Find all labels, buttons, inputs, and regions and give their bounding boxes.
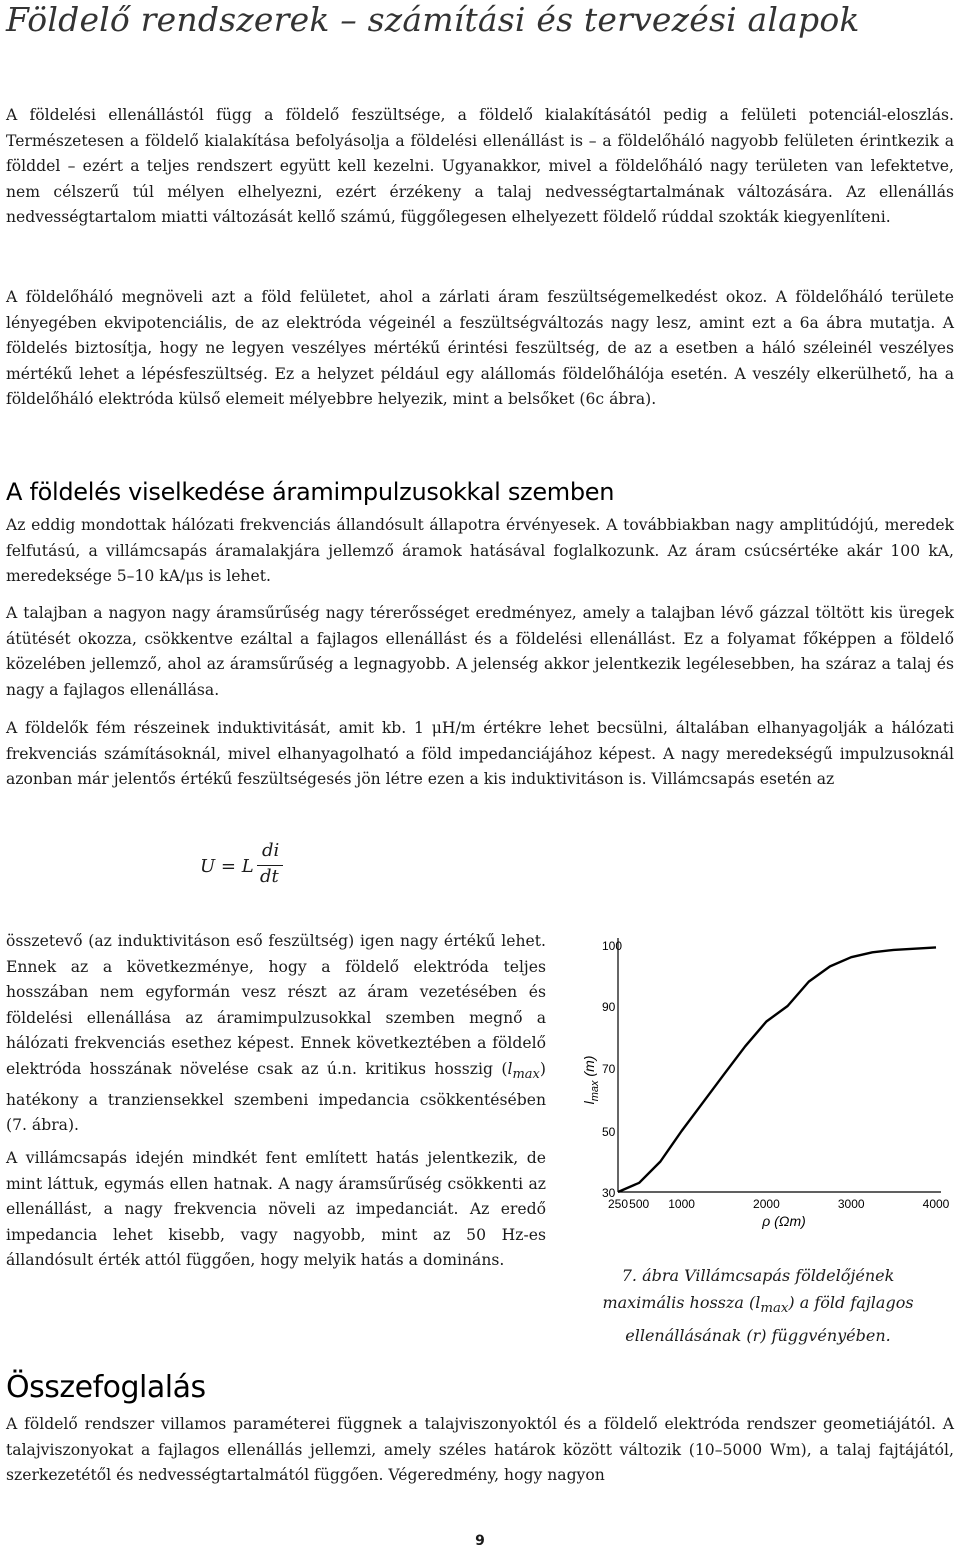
- paragraph-grounding-mesh: A földelőháló megnöveli azt a föld felületet, ahol a zárlati áram feszültségemelkedést okoz. A földelőháló területe lényegében ekvipotenciális, de az elektróda végeinél a feszültségváltozás nagy lesz, amint ezt a 6a ábra mutatja. A földelés biztosítja, hogy ne legyen veszélyes mértékű érintési feszültség, de az a esetben a háló széleinél veszélyes mértékű lehet a lépésfeszültség. Ez a helyzet például egy alállomás földelőhálója esetén. A veszély elkerülhető, ha a földelőháló elektróda külső elemeit mélyebbre helyezik, mint a belsőket (6c ábra).: [6, 288, 954, 409]
- y-tick-label: 70: [602, 1062, 616, 1076]
- paragraph-inductance: A földelők fém részeinek induktivitását, amit kb. 1 μH/m értékre lehet becsülni, általában elhanyagolják a hálózati frekvenciás számításoknál, mivel elhanyagolható a föld impedanciájához képest. A nagy meredekségű impulzusoknál azonban már jelentős értékű feszültségesés jön létre ezen a kis induktivitáson is. Villámcsapás esetén az: [6, 719, 954, 789]
- caption-text-b: ) a föld fajlagos ellenállásának (r) függvényében.: [625, 1293, 914, 1346]
- paragraph-intro: A földelési ellenállástól függ a földelő feszültsége, a földelő kialakításától pedig a felületi potenciál-eloszlás. Természetesen a földelő kialakítása befolyásolja a földelési ellenállást is – a földelőháló nagyobb felületen érintkezik a földdel – ezért a teljes rendszert együtt kell kezelni. Ugyanakkor, mivel a földelőháló nagy területen van lefektetve, nem célszerű túl mélyen elhelyezni, ezért érzékeny a talaj nedvességtartalmának változására. Az ellenállás nedvességtartalom miatti változását kellő számú, függőlegesen elhelyezett földelő rúddal szokták kiegyenlíteni.: [6, 106, 954, 227]
- y-axis-label-unit: (m): [581, 1055, 597, 1081]
- chart-series-line: [618, 947, 936, 1192]
- caption-subscript: max: [760, 1301, 789, 1317]
- y-tick-label: 50: [602, 1125, 616, 1139]
- lmax-chart-svg: [566, 930, 956, 1250]
- y-tick-label: 100: [602, 939, 623, 953]
- page-title: Földelő rendszerek – számítási és tervezési alapok: [6, 0, 860, 39]
- paragraph-combined-effects: A villámcsapás idején mindkét fent említett hatás jelentkezik, de mint láttuk, egymás ellen hatnak. A nagy áramsűrűség csökkenti az ellenállást, a nagy frekvencia növeli az impedanciát. Az eredő impedancia lehet kisebb, vagy nagyobb, mint az 50 Hz-es állandósult érték attól függően, hogy melyik hatás a domináns.: [6, 1149, 546, 1270]
- y-tick-label: 90: [602, 1000, 616, 1014]
- paragraph-critical-length: [6, 929, 546, 1139]
- chart-x-axis-label: ρ (Ωm): [762, 1213, 806, 1229]
- y-tick-label: 30: [602, 1186, 616, 1200]
- formula-denominator: dt: [260, 866, 279, 887]
- lmax-chart: [566, 930, 956, 1250]
- chart-y-axis-label: [581, 1056, 601, 1105]
- page-number: 9: [475, 1533, 485, 1549]
- x-tick-label: 250: [607, 1197, 629, 1211]
- x-tick-label: 4000: [922, 1197, 950, 1211]
- formula-lhs: U = L: [200, 856, 254, 877]
- critical-length-text-a: összetevő (az induktivitáson eső feszültség) igen nagy értékű lehet. Ennek az a következménye, hogy a földelő elektróda teljes hosszában nem egyformán vesz részt az áram vezetésében és földelési ellenállása az áramimpulzusokkal szemben megnő a hálózati frekvenciás esethez képest. Ennek következtében a földelő elektróda hosszának növelése csak az ú.n. kritikus hosszig (: [6, 932, 546, 1078]
- x-tick-label: 3000: [837, 1197, 865, 1211]
- x-tick-label: 2000: [753, 1197, 780, 1211]
- caption-text-a: 7. ábra Villámcsapás földelőjének maximális hossza (l: [602, 1266, 895, 1312]
- y-axis-label-main: l: [581, 1101, 597, 1105]
- x-tick-label: 1000: [668, 1197, 695, 1211]
- paragraph-summary: A földelő rendszer villamos paraméterei függnek a talajviszonyoktól és a földelő elektróda rendszer geometiájától. A talajviszonyokat a fajlagos ellenállás jellemzi, amely széles határok között változik (10–5000 Wm), a talaj fajtájától, szerkezetétől és nedvességtartalmától függően. Végeredmény, hogy nagyon: [6, 1415, 954, 1485]
- x-tick-label: 500: [629, 1197, 650, 1211]
- formula-numerator: di: [262, 840, 280, 861]
- lmax-symbol: l: [507, 1059, 513, 1078]
- figure-caption: [580, 1262, 936, 1349]
- section-heading-impulse: A földelés viselkedése áramimpulzusokkal szemben: [6, 478, 615, 506]
- y-axis-label-sub: max: [589, 1080, 601, 1102]
- paragraph-impulse-intro: Az eddig mondottak hálózati frekvenciás állandósult állapotra érvényesek. A továbbiakban nagy amplitúdójú, meredek felfutású, a villámcsapás áramalakjára jellemző áramok hatásával foglalkozunk. Az áram csúcsértéke akár 100 kA, meredeksége 5–10 kA/μs is lehet.: [6, 516, 954, 586]
- section-heading-summary: Összefoglalás: [6, 1370, 206, 1405]
- paragraph-current-density: A talajban a nagyon nagy áramsűrűség nagy térerősséget eredményez, amely a talajban lévő gázzal töltött kis üregek átütését okozza, csökkentve ezáltal a fajlagos ellenállást és a földelési ellenállást. Ez a folyamat főképpen a földelő közelében jellemző, ahol az áramsűrűség a legnagyobb. A jelenség akkor jelentkezik legélesebben, ha száraz a talaj és nagy a fajlagos ellenállása.: [6, 604, 954, 699]
- critical-length-text-b: ) hatékony a tranziensekkel szembeni impedancia csökkentésében (7. ábra).: [6, 1059, 546, 1135]
- lmax-subscript: max: [512, 1067, 540, 1083]
